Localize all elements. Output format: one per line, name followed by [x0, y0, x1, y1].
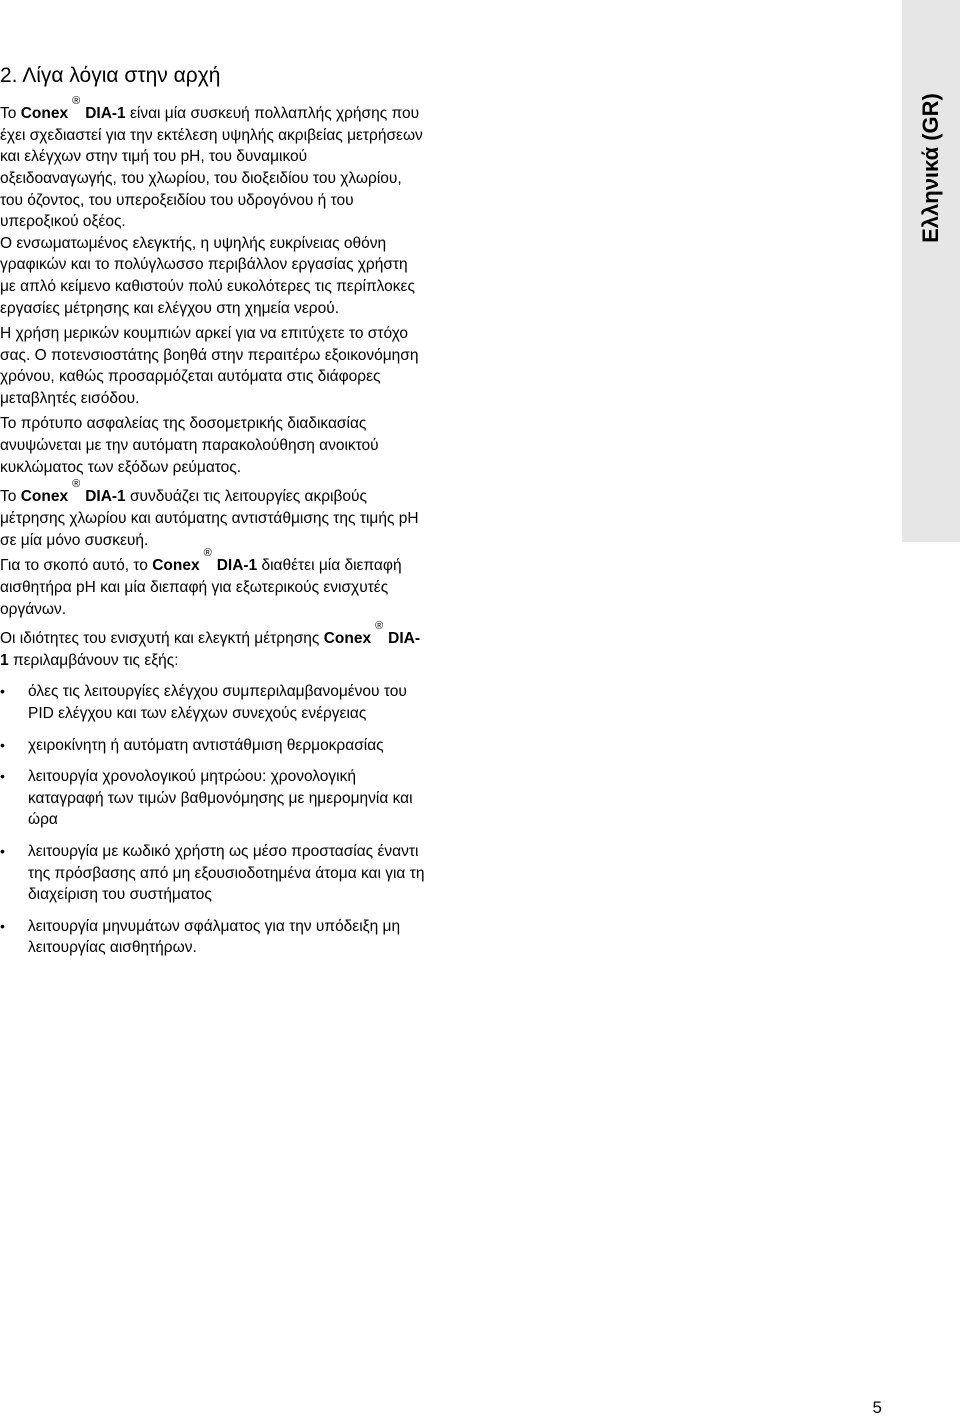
page-number: 5 [872, 1398, 882, 1417]
brand-model: DIA-1 [85, 488, 126, 506]
feature-list [0, 681, 425, 959]
brand-model: DIA-1 [0, 630, 421, 669]
list-item: • λειτουργία με κωδικό χρήστη ως μέσο προστασίας έναντι της πρόσβασης από μη εξουσιοδοτημένα άτομα και για τη διαχείριση του συστήματος [0, 843, 425, 904]
intro-paragraph: Το Conex®DIA-1 είναι μία συσκευή πολλαπλής χρήσης που έχει σχεδιαστεί για την εκτέλεση υψηλής ακριβείας μετρήσεων και ελέγχων στην τιμή του pH, του δυναμικού οξειδοαναγωγής, του χλωρίου, του διοξειδίου του χλωρίου, του όζοντος, του υπεροξειδίου του υδρογόνου ή του υπεροξικού οξέος. [0, 94, 423, 231]
brand-name: Conex [20, 488, 69, 506]
registered-mark: ® [72, 478, 81, 490]
brand-name: Conex [20, 105, 69, 123]
list-item: • όλες τις λειτουργίες ελέγχου συμπεριλαμβανομένου του PID ελέγχου και των ελέγχων συνεχούς ενέργειας [0, 683, 407, 723]
list-item: • λειτουργία χρονολογικού μητρώου: χρονολογική καταγραφή των τιμών βαθμονόμησης με ημερομηνία και ώρα [0, 768, 413, 829]
bullet-icon: • [0, 843, 5, 860]
safety-paragraph: Το πρότυπο ασφαλείας της δοσομετρικής διαδικασίας ανυψώνεται με την αυτόματη παρακολούθηση ανοικτού κυκλώματος των εξόδων ρεύματος. [0, 415, 379, 476]
language-tab [902, 0, 960, 542]
bullet-icon: • [0, 736, 5, 753]
language-tab-label: Ελληνικά (GR) [918, 93, 943, 243]
brand-name: Conex [323, 630, 372, 648]
interface-paragraph: Για το σκοπό αυτό, το Conex®DIA-1 διαθέτει μία διεπαφή αισθητήρα pH και μία διεπαφή για εξωτερικούς ενισχυτές οργάνων. [0, 546, 402, 618]
controller-paragraph: Ο ενσωματωμένος ελεγκτής, η υψηλής ευκρίνειας οθόνη γραφικών και το πολύγλωσσο περιβάλλον εργασίας χρήστη με απλό κείμενο καθιστούν πολύ ευκολότερες τις περίπλοκες εργασίες μέτρησης και ελέγχου στη χημεία νερού. [0, 234, 415, 317]
document-body [0, 62, 425, 969]
list-item: • χειροκίνητη ή αυτόματη αντιστάθμιση θερμοκρασίας [0, 735, 425, 757]
registered-mark: ® [375, 619, 384, 632]
registered-mark: ® [72, 94, 81, 107]
bullet-icon: • [0, 917, 5, 934]
bullet-icon: • [0, 768, 5, 785]
properties-paragraph: Οι ιδιότητες του ενισχυτή και ελεγκτή μέτρησης Conex®DIA-1 περιλαμβάνουν τις εξής: [0, 619, 421, 669]
section-title: 2. Λίγα λόγια στην αρχή [0, 64, 221, 87]
bullet-icon: • [0, 683, 5, 700]
brand-name: Conex [152, 557, 200, 575]
brand-model: DIA-1 [216, 557, 258, 575]
buttons-paragraph: Η χρήση μερικών κουμπιών αρκεί για να επιτύχετε το στόχο σας. Ο ποτενσιοστάτης βοηθά στην περαιτέρω εξοικονόμηση χρόνου, καθώς προσαρμόζεται αυτόματα στις διάφορες μεταβλητές εισόδου. [0, 325, 419, 407]
registered-mark: ® [203, 546, 212, 559]
brand-model: DIA-1 [85, 105, 126, 123]
combination-paragraph: Το Conex®DIA-1 συνδυάζει τις λειτουργίες ακριβούς μέτρησης χλωρίου και αυτόματης αντιστάθμισης της τιμής pH σε μία μόνο συσκευή. [0, 478, 419, 549]
list-item: • λειτουργία μηνυμάτων σφάλματος για την υπόδειξη μη λειτουργίας αισθητήρων. [0, 917, 401, 957]
